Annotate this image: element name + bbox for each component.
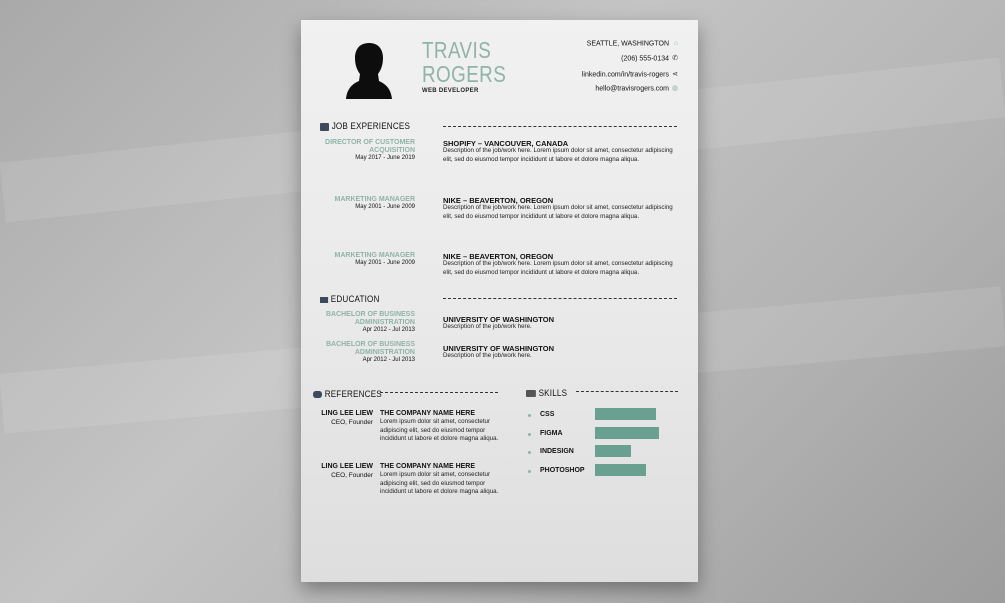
last-name: ROGERS (422, 61, 507, 87)
experience-company: NIKE – BEAVERTON, OREGON (443, 252, 554, 261)
section-divider (380, 392, 498, 393)
globe-icon: ◍ (671, 85, 678, 92)
reference-description: Lorem ipsum dolor sit amet, consectetur adipiscing elit, sed do eiusmod tempor incididunt ut labore et dolore magna aliqua. (380, 418, 499, 443)
skill-label: CSS (540, 411, 555, 418)
education-dates: Apr 2012 - Jul 2013 (362, 357, 415, 363)
section-divider (443, 298, 677, 299)
avatar-silhouette-icon (346, 41, 392, 99)
share-icon: ⋖ (672, 71, 678, 78)
experience-dates: May 2001 - June 2009 (355, 260, 415, 266)
phone-icon: ✆ (672, 55, 678, 62)
skill-bullet (528, 433, 531, 436)
experience-description: Description of the job/work here. Lorem ipsum dolor sit amet, consectetur adipiscing elit, sed do eiusmod tempor incididunt ut labore et dolore magna aliqua. (443, 204, 673, 220)
skill-label: PHOTOSHOP (540, 467, 585, 474)
reference-company: THE COMPANY NAME HERE (380, 463, 476, 470)
education-school: UNIVERSITY OF WASHINGTON (443, 315, 554, 324)
section-divider (443, 126, 677, 127)
skills-title-text: SKILLS (538, 388, 568, 398)
reference-company: THE COMPANY NAME HERE (380, 410, 476, 417)
phone-text: (206) 555-0134 (621, 55, 669, 63)
skill-bullet (528, 470, 531, 473)
reference-role: CEO, Founder (331, 472, 373, 479)
experience-role: DIRECTOR OF CUSTOMER ACQUISITION (325, 139, 415, 154)
skill-level-bar (595, 427, 659, 439)
skill-bullet (528, 451, 531, 454)
education-description: Description of the job/work here. (443, 352, 532, 359)
contact-location (587, 40, 678, 47)
home-icon: ⌂ (673, 40, 678, 47)
experience-role: MARKETING MANAGER (334, 252, 415, 259)
experience-dates: May 2017 - June 2019 (355, 155, 415, 161)
education-degree: BACHELOR OF BUSINESS ADMINISTRATION (325, 341, 415, 356)
experience-description: Description of the job/work here. Lorem ipsum dolor sit amet, consectetur adipiscing elit, sed do eiusmod tempor incididunt ut labore et dolore magna aliqua. (443, 260, 673, 276)
contact-email[interactable] (595, 85, 678, 92)
section-title-education (320, 294, 380, 304)
resume-page (301, 20, 698, 582)
references-title-text: REFERENCES (324, 389, 382, 399)
experience-title-text: JOB EXPERIENCES (331, 121, 411, 131)
reference-name: LING LEE LIEW (321, 410, 373, 417)
skill-level-bar (595, 445, 631, 457)
email-text[interactable]: hello@travisrogers.com (595, 85, 669, 93)
section-divider (576, 391, 678, 392)
skill-label: INDESIGN (540, 448, 574, 455)
reference-name: LING LEE LIEW (321, 463, 373, 470)
experience-description: Description of the job/work here. Lorem ipsum dolor sit amet, consectetur adipiscing elit, sed do eiusmod tempor incididunt ut labore et dolore magna aliqua. (443, 147, 673, 163)
briefcase-icon (320, 123, 329, 131)
skill-level-bar (595, 408, 656, 420)
linkedin-text[interactable]: linkedin.com/in/travis-rogers (581, 71, 669, 79)
location-text: SEATTLE, WASHINGTON (586, 40, 669, 48)
experience-role: MARKETING MANAGER (334, 196, 415, 203)
id-card-icon (526, 390, 536, 397)
section-title-references (313, 389, 382, 399)
reference-description: Lorem ipsum dolor sit amet, consectetur adipiscing elit, sed do eiusmod tempor incididunt ut labore et dolore magna aliqua. (380, 471, 499, 496)
reference-role: CEO, Founder (331, 419, 373, 426)
tag-icon (313, 391, 322, 398)
contact-phone (621, 55, 678, 62)
section-title-skills (526, 388, 567, 398)
education-dates: Apr 2012 - Jul 2013 (362, 327, 415, 333)
skill-label: FIGMA (540, 430, 563, 437)
experience-company: NIKE – BEAVERTON, OREGON (443, 196, 554, 205)
skill-bullet (528, 414, 531, 417)
education-title-text: EDUCATION (330, 294, 380, 304)
education-degree: BACHELOR OF BUSINESS ADMINISTRATION (325, 311, 415, 326)
experience-dates: May 2001 - June 2009 (355, 204, 415, 210)
education-description: Description of the job/work here. (443, 323, 532, 330)
contact-linkedin[interactable] (582, 71, 678, 78)
skill-level-bar (595, 464, 646, 476)
first-name: TRAVIS (422, 37, 492, 63)
education-school: UNIVERSITY OF WASHINGTON (443, 344, 554, 353)
job-title: WEB DEVELOPER (422, 88, 479, 94)
section-title-experience (320, 121, 410, 131)
experience-company: SHOPIFY – VANCOUVER, CANADA (443, 139, 569, 148)
graduation-cap-icon (320, 297, 328, 303)
